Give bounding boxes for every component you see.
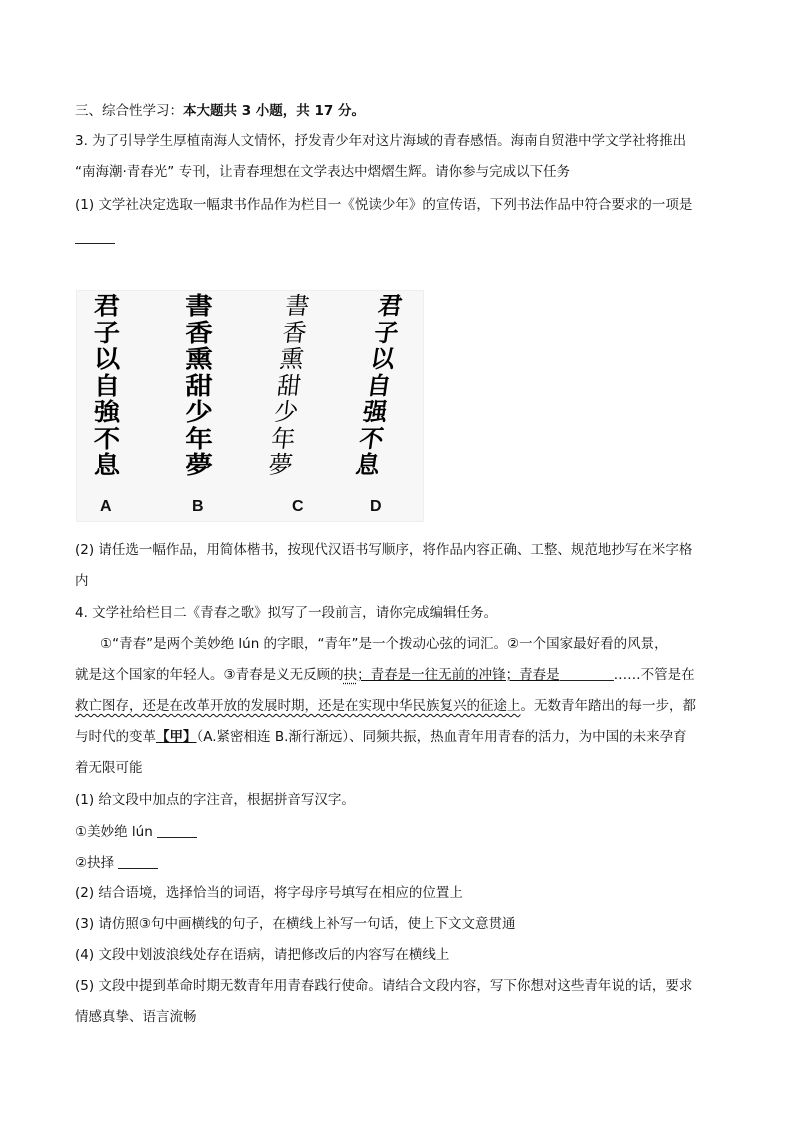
passage-text: 与时代的变革 — [75, 729, 156, 745]
passage-text: 就是这个国家的年轻人。③青春是义无反顾的 — [75, 667, 344, 683]
calligraphy-char: 夢 — [267, 451, 295, 479]
question-label: ①美妙绝 lún — [75, 824, 153, 840]
calligraphy-char: 強 — [93, 397, 121, 426]
calligraphy-label-a: A — [100, 498, 112, 515]
q3-intro-line2: “南海潮·青春光” 专刊，让青春理想在文学表达中熠熠生辉。请你参与完成以下任务 — [75, 164, 571, 180]
calligraphy-column-d — [354, 293, 404, 479]
question-label: ②抉择 — [75, 855, 115, 871]
calligraphy-char: 年 — [185, 423, 213, 453]
q3-sub1-answer-blank[interactable] — [75, 228, 115, 248]
q3-sub2-line1: (2) 请任选一幅作品，用简体楷书，按现代汉语书写顺序，将作品内容正确、工整、规范地抄写在米字格 — [75, 542, 693, 558]
passage-text: 。无数青年踏出的每一步，都 — [520, 698, 696, 714]
calligraphy-column-c — [267, 293, 310, 479]
calligraphy-char: 强 — [361, 397, 390, 426]
q4-passage-line1: ①“青春”是两个美妙绝 lún 的字眼，“青年”是一个拨动心弦的词汇。②一个国家最好看的风景， — [100, 636, 668, 652]
calligraphy-char: 少 — [272, 398, 300, 426]
calligraphy-char: 自 — [365, 370, 394, 400]
q4-passage-line3 — [75, 696, 696, 716]
passage-text: ……不管是在 — [613, 667, 695, 683]
passage-text: （A.紧密相连 B.渐行渐远）、同频共振，热血青年用青春的活力，为中国的未来孕育 — [196, 729, 687, 745]
q4-sub3: (3) 请仿照③句中画横线的句子，在横线上补写一句话，使上下文文意贯通 — [75, 916, 516, 932]
section-heading — [75, 101, 365, 121]
calligraphy-char: 年 — [269, 424, 297, 453]
calligraphy-char: 甜 — [275, 371, 303, 400]
calligraphy-char: 以 — [93, 344, 121, 373]
calligraphy-char: 君 — [93, 291, 121, 320]
q4-passage-line4 — [75, 727, 687, 747]
q3-sub1: (1) 文学社决定选取一幅隶书作品作为栏目一《悦读少年》的宣传语，下列书法作品中符合要求的一项是 — [75, 197, 693, 213]
q3-intro-line1: 3. 为了引导学生厚植南海人文情怀，抒发青少年对这片海域的青春感悟。海南自贸港中学文学社将推出 — [75, 133, 687, 149]
calligraphy-label-b: B — [192, 498, 204, 515]
q4-sub5-line2: 情感真挚、语言流畅 — [75, 1009, 197, 1025]
q4-sub1: (1) 给文段中加点的字注音，根据拼音写汉字。 — [75, 792, 355, 808]
calligraphy-column-b — [185, 293, 213, 479]
bracket-marker-jia: 【甲】 — [156, 729, 197, 745]
calligraphy-column-a — [94, 293, 120, 479]
calligraphy-char: 自 — [93, 370, 121, 400]
fill-blank[interactable] — [560, 666, 614, 681]
calligraphy-char: 君 — [376, 291, 405, 320]
section-heading-detail: 本大题共 3 小题，共 17 分。 — [183, 103, 365, 119]
underlined-sentence: ；青春是一往无前的冲锋；青春是 — [357, 667, 560, 683]
q4-passage-line2 — [75, 665, 695, 685]
calligraphy-label-d: D — [370, 498, 382, 515]
dotted-char: 抉 — [343, 667, 358, 683]
q4-sub5-line1: (5) 文段中提到革命时期无数青年用青春践行使命。请结合文段内容，写下你想对这些青年说的话，要求 — [75, 978, 693, 994]
calligraphy-char: 夢 — [185, 450, 213, 479]
calligraphy-label-c: C — [292, 498, 304, 515]
q4-intro: 4. 文学社给栏目二《青春之歌》拟写了一段前言，请你完成编辑任务。 — [75, 605, 498, 621]
calligraphy-char: 不 — [357, 423, 386, 453]
calligraphy-char: 不 — [93, 423, 121, 453]
calligraphy-image — [76, 290, 424, 522]
calligraphy-char: 書 — [283, 292, 311, 320]
q4-sub1-a — [75, 822, 197, 842]
q4-sub2: (2) 结合语境，选择恰当的词语，将字母序号填写在相应的位置上 — [75, 885, 463, 901]
q4-sub1-b — [75, 853, 158, 873]
calligraphy-char: 少 — [185, 397, 213, 426]
calligraphy-char: 以 — [368, 344, 397, 373]
q4-passage-line5: 着无限可能 — [75, 760, 143, 776]
calligraphy-char: 甜 — [185, 370, 213, 400]
calligraphy-char: 子 — [372, 317, 401, 347]
wavy-underlined-text: 救亡图存，还是在改革开放的发展时期，还是在实现中华民族复兴的征途上 — [75, 698, 521, 714]
answer-blank[interactable] — [118, 854, 158, 869]
q3-sub2-line2: 内 — [75, 573, 89, 589]
calligraphy-char: 書 — [185, 291, 213, 320]
answer-blank[interactable] — [157, 823, 197, 838]
calligraphy-char: 息 — [353, 450, 382, 479]
calligraphy-char: 熏 — [278, 345, 306, 373]
calligraphy-char: 香 — [185, 317, 213, 347]
calligraphy-char: 熏 — [185, 344, 213, 373]
calligraphy-char: 子 — [93, 317, 121, 347]
q4-sub4: (4) 文段中划波浪线处存在语病，请把修改后的内容写在横线上 — [75, 947, 450, 963]
calligraphy-char: 香 — [281, 318, 309, 347]
calligraphy-char: 息 — [93, 450, 121, 479]
section-heading-label: 三、综合性学习： — [75, 103, 183, 119]
